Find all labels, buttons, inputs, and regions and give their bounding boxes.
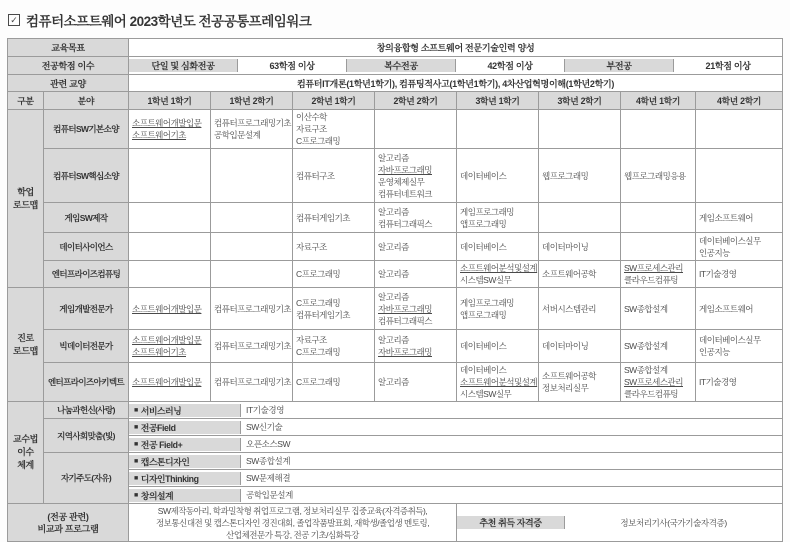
course-cell [129,233,211,261]
course-item: 컴퓨터게임기초 [296,309,350,320]
teaching-method-value: 공학입문설계 [246,490,293,500]
credits-row [129,59,782,72]
course-cell [539,330,621,363]
course-item: 알고리즘 [378,335,409,345]
course-item: 소프트웨어분석및설계 [460,263,538,273]
course-cell [293,261,375,288]
credits-cell-0: 단일 및 심화전공 [129,59,238,72]
course-cell [457,233,539,261]
teaching-method-value: SW신기술 [246,422,283,432]
course-item: 자바프로그래밍 [378,303,432,314]
course-cell [129,203,211,233]
course-item: SW종합설계 [624,365,668,375]
course-cell [129,149,211,203]
course-item: 컴퓨터프로그래밍기초 [214,377,292,387]
course-item: 인공지능 [699,247,730,258]
course-cell [129,363,211,402]
field-label: 컴퓨터SW기본소양 [44,110,129,149]
group-label: 학업 로드맵 [8,110,44,288]
course-item: 운영체제실무 [378,176,425,187]
column-header-0: 구분 [8,92,44,110]
teaching-method-label: 캡스톤디자인 [140,456,190,467]
teaching-method-value: IT기술경영 [246,405,285,415]
edu-goal-label: 교육목표 [8,39,129,57]
course-item: SW종합설계 [624,303,668,314]
course-item: C프로그래밍 [296,377,341,387]
course-item: 컴퓨터프로그래밍기초 [214,118,292,128]
teaching-method-value: SW문제해결 [246,473,291,483]
teaching-field-label: 지역사회맞춤(빛) [44,419,129,453]
course-item: 자바프로그래밍 [378,164,432,175]
field-label: 엔터프라이즈아키텍트 [44,363,129,402]
course-item: 데이터베이스 [460,341,507,351]
course-item: 인공지능 [699,347,730,357]
course-item: 컴퓨터그래픽스 [378,218,432,229]
group-label-teaching: 교수법 이수 체계 [8,402,44,504]
course-cell [211,233,293,261]
checked-checkbox-icon: ✓ [8,14,20,26]
square-bullet-icon: ■ [134,423,138,431]
course-cell [457,288,539,330]
course-cell [457,363,539,402]
course-cell [457,330,539,363]
course-item: 데이터마이닝 [542,341,589,351]
course-cell [696,203,783,233]
course-cell [129,288,211,330]
course-cell [621,149,696,203]
field-label: 엔터프라이즈컴퓨팅 [44,261,129,288]
course-item: 공학입문설계 [214,130,261,140]
course-item: 컴퓨터프로그래밍기초 [214,303,292,314]
teaching-method-label: 창의설계 [140,490,174,501]
course-item: 소프트웨어개발입문 [132,335,202,345]
credits-cell-4: 부전공 [565,59,674,72]
course-cell [539,363,621,402]
course-cell [375,203,457,233]
square-bullet-icon: ■ [134,406,138,414]
course-item: 게임프로그래밍 [460,206,514,217]
square-bullet-icon: ■ [134,440,138,448]
course-cell [375,110,457,149]
course-cell [293,149,375,203]
course-item: 소프트웨어분석및설계 [460,377,538,387]
course-item: 데이터베이스 [460,365,507,375]
course-item: 소프트웨어개발입문 [132,118,202,128]
course-item: 알고리즘 [378,241,409,252]
group-label: 진로 로드맵 [8,288,44,402]
course-cell [375,261,457,288]
column-header-1: 분야 [44,92,129,110]
teaching-method-value: SW종합설계 [246,456,291,466]
course-item: 이산수학 [296,112,327,122]
credits-label: 전공학점 이수 [8,57,129,75]
course-cell [621,233,696,261]
course-cell [696,288,783,330]
course-cell [539,233,621,261]
course-item: 데이터베이스실무 [699,235,761,246]
course-item: 알고리즘 [378,377,409,387]
course-cell [696,233,783,261]
course-cell [129,261,211,288]
course-cell [129,330,211,363]
course-cell [539,110,621,149]
course-cell [539,203,621,233]
course-item: 소프트웨어공학 [542,371,596,381]
course-cell [375,149,457,203]
course-cell [696,330,783,363]
column-header-4: 2학년 1학기 [293,92,375,110]
course-item: IT기술경영 [699,377,737,387]
credits-cell-3: 42학점 이상 [456,59,565,72]
course-cell [211,149,293,203]
course-item: 소프트웨어기초 [132,130,186,140]
column-header-5: 2학년 2학기 [375,92,457,110]
framework-table [7,38,783,542]
column-header-3: 1학년 2학기 [211,92,293,110]
course-item: 게임프로그래밍 [460,297,514,308]
page-title-text: 컴퓨터소프트웨어 2023학년도 전공공통프레임워크 [26,14,312,29]
course-cell [293,363,375,402]
course-item: 게임소프트웨어 [699,212,753,223]
course-item: C프로그래밍 [296,269,341,279]
course-item: 자바프로그래밍 [378,347,432,357]
course-item: 데이터베이스실무 [699,335,761,345]
course-item: C프로그래밍 [296,297,341,308]
course-cell [457,203,539,233]
field-label: 게임개발전문가 [44,288,129,330]
column-header-6: 3학년 1학기 [457,92,539,110]
course-cell [375,363,457,402]
edu-goal-value: 창의융합형 소프트웨어 전문기술인력 양성 [129,39,783,57]
field-label: 게임SW제작 [44,203,129,233]
course-cell [621,330,696,363]
course-cell [293,330,375,363]
course-item: 알고리즘 [378,206,409,217]
course-item: 앱프로그래밍 [460,309,507,320]
course-item: 서버시스템관리 [542,303,596,314]
course-item: 컴퓨터구조 [296,170,335,181]
course-cell [293,288,375,330]
page-title [8,10,790,30]
course-item: 클라우드컴퓨팅 [624,389,678,399]
course-cell [293,233,375,261]
course-item: SW프로세스관리 [624,377,683,387]
course-item: 자료구조 [296,124,327,134]
course-cell [457,261,539,288]
course-cell [539,261,621,288]
teaching-method-label: 디자인Thinking [140,473,199,484]
course-cell [696,363,783,402]
cert-label: 추천 취득 자격증 [457,516,565,529]
course-cell [621,261,696,288]
course-item: 데이터마이닝 [542,241,589,252]
course-item: SW종합설계 [624,341,668,351]
course-item: 앱프로그래밍 [460,218,507,229]
course-item: C프로그래밍 [296,136,341,146]
course-item: 게임소프트웨어 [699,303,753,314]
teaching-field-label: 자기주도(자유) [44,453,129,504]
credits-cell-2: 복수전공 [347,59,456,72]
course-item: 알고리즘 [378,152,409,163]
course-cell [211,330,293,363]
course-item: 소프트웨어개발입문 [132,303,202,314]
teaching-method-label: 서비스러닝 [140,405,182,416]
extracurricular-label: (전공 관련) 비교과 프로그램 [8,504,129,542]
course-item: 소프트웨어개발입문 [132,377,202,387]
course-cell [211,288,293,330]
column-header-8: 4학년 1학기 [621,92,696,110]
course-item: 소프트웨어공학 [542,269,596,279]
course-item: 알고리즘 [378,269,409,279]
cert-value: 정보처리기사(국가기술자격증) [620,517,727,528]
course-cell [539,288,621,330]
course-cell [211,203,293,233]
credits-cell-5: 21학점 이상 [705,61,751,71]
course-cell [696,261,783,288]
course-item: 알고리즘 [378,291,409,302]
course-cell [375,233,457,261]
course-item: 소프트웨어기초 [132,347,186,357]
teaching-field-label: 나눔과헌신(사랑) [44,402,129,419]
course-item: 컴퓨터그래픽스 [378,315,432,326]
square-bullet-icon: ■ [134,474,138,482]
column-header-7: 3학년 2학기 [539,92,621,110]
course-cell [211,261,293,288]
course-item: 시스템SW실무 [460,275,512,285]
liberal-value: 컴퓨터IT개론(1학년1학기), 컴퓨팅적사고(1학년1학기), 4차산업혁명이해(1학년2학기) [129,75,783,92]
liberal-label: 관련 교양 [8,75,129,92]
course-item: SW프로세스관리 [624,263,683,273]
course-item: 컴퓨터프로그래밍기초 [214,341,292,351]
course-item: C프로그래밍 [296,347,341,357]
field-label: 컴퓨터SW핵심소양 [44,149,129,203]
course-cell [457,110,539,149]
course-item: 데이터베이스 [460,170,507,181]
course-item: 웹프로그래밍 [542,170,589,181]
course-item: 자료구조 [296,335,327,345]
course-cell [457,149,539,203]
course-item: 시스템SW실무 [460,389,512,399]
field-label: 데이터사이언스 [44,233,129,261]
course-cell [211,110,293,149]
course-cell [621,363,696,402]
square-bullet-icon: ■ [134,491,138,499]
course-item: IT기술경영 [699,269,737,279]
course-cell [696,149,783,203]
course-item: 정보처리실무 [542,383,589,393]
field-label: 빅데이터전문가 [44,330,129,363]
course-item: 웹프로그래밍응용 [624,170,686,181]
course-cell [621,203,696,233]
course-item: 데이터베이스 [460,241,507,252]
course-item: 컴퓨터네트워크 [378,188,432,199]
square-bullet-icon: ■ [134,457,138,465]
teaching-method-label: 전공Field [140,422,176,433]
course-cell [129,110,211,149]
course-cell [621,110,696,149]
course-item: 자료구조 [296,241,327,252]
course-cell [375,288,457,330]
course-item: 컴퓨터게임기초 [296,212,350,223]
course-cell [211,363,293,402]
extracurricular-programs: SW제작동아리, 학과밀착형 취업프로그램, 정보처리실무 집중교육(자격증취득), 정보통신대전 및 캡스톤디자인 경진대회, 졸업작품발표회, 재학생/졸업생 멘토링, 산업체전문가 특강, 전공 기초/심화특강 [129,504,457,542]
credits-cell-1: 63학점 이상 [238,59,347,72]
course-cell [696,110,783,149]
column-header-9: 4학년 2학기 [696,92,783,110]
course-item: 클라우드컴퓨팅 [624,275,678,285]
course-cell [293,203,375,233]
teaching-method-label: 전공 Field+ [140,439,183,450]
column-header-2: 1학년 1학기 [129,92,211,110]
course-cell [539,149,621,203]
teaching-method-value: 오픈소스SW [246,439,291,449]
course-cell [293,110,375,149]
course-cell [375,330,457,363]
course-cell [621,288,696,330]
